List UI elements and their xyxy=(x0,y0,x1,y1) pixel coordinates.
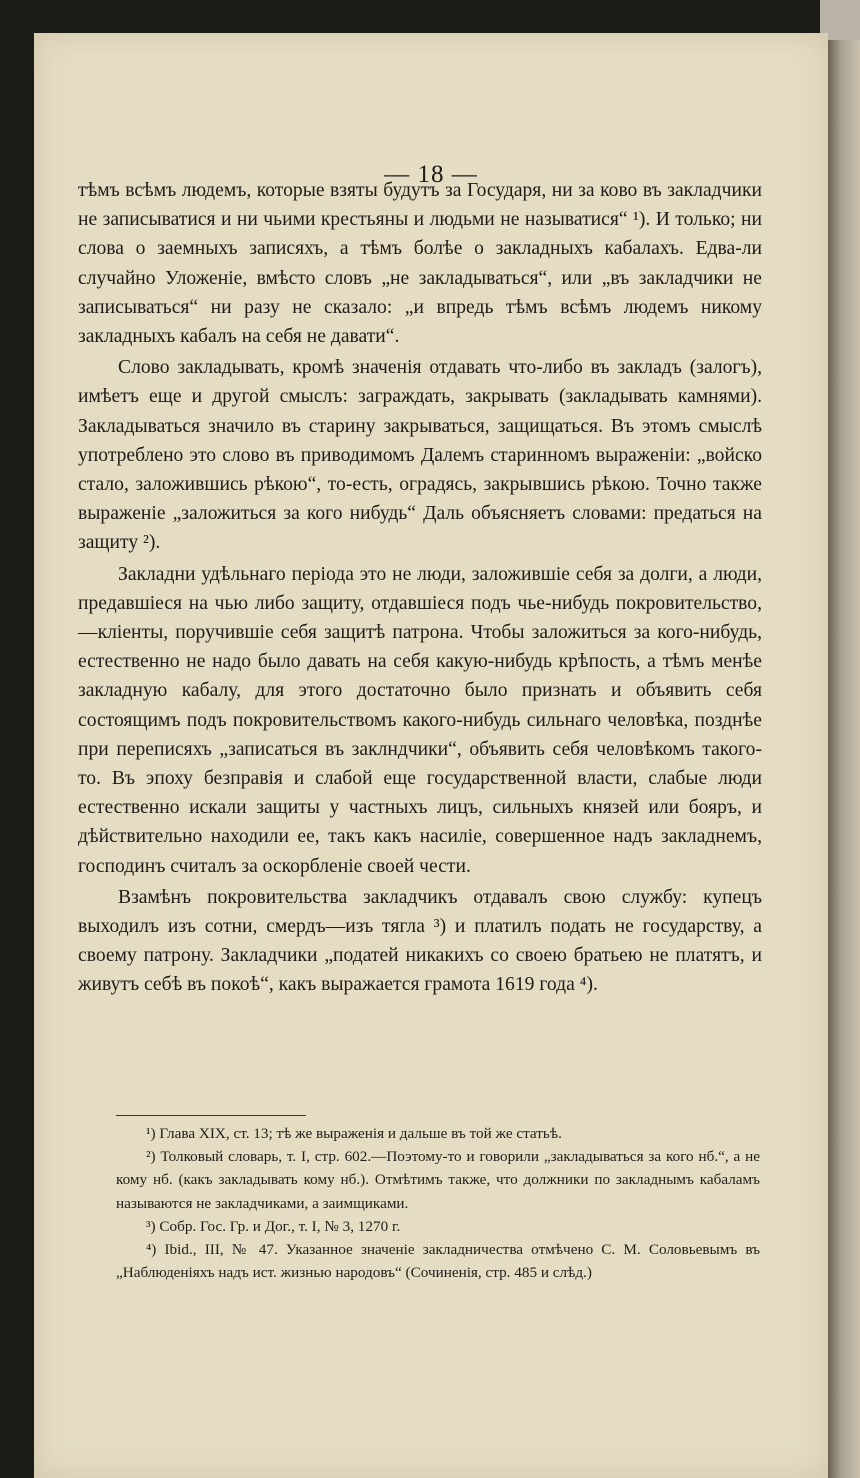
paragraph-2: Слово закладывать, кромѣ значенія отдавать что-либо въ закладъ (залогъ), имѣетъ еще и другой смыслъ: заграждать, закрывать (закладывать камнями). Закладываться значило въ старину закрываться, защищаться. Въ этомъ смыслѣ употреблено это слово въ приводимомъ Далемъ старинномъ выраженіи: „войско стало, заложившись рѣкою“, то-есть, оградясь, закрывшись рѣкою. Точно также выраженіе „заложиться за кого нибудь“ Даль объясняетъ словами: предаться на защиту ²). xyxy=(78,357,762,554)
footnote-3: ³) Собр. Гос. Гр. и Дог., т. I, № 3, 1270 г. xyxy=(146,1217,401,1235)
paragraph-3: Закладни удѣльнаго періода это не люди, заложившіе себя за долги, а люди, предавшіеся на чью либо защиту, отдавшіеся подъ чье-нибудь покровительство,—кліенты, поручившіе себя защитѣ патрона. Чтобы заложиться за кого-нибудь, естественно не надо было давать на себя какую-нибудь крѣпость, а тѣмъ менѣе закладную кабалу, для этого достаточно было признать и объявить себя состоящимъ подъ покровительствомъ какого-нибудь сильнаго человѣка, позднѣе при переписяхъ „записаться въ заклндчики“, объявить себя человѣкомъ такого-то. Въ эпоху безправія и слабой еще государственной власти, слабые люди естественно искали защиты у частныхъ лицъ, сильныхъ князей или бояръ, и дѣйствительно находили ее, такъ какъ насиліе, совершенное надъ закладнемъ, господинъ считалъ за оскорбленіе своей чести. xyxy=(78,563,762,877)
scan-edge xyxy=(828,40,860,1478)
paragraph-1: тѣмъ всѣмъ людемъ, которые взяты будутъ за Государя, ни за ково въ закладчики не записыватися и ни чьими крестьяны и людьми не называтися“ ¹). И только; ни слова о заемныхъ записяхъ, а тѣмъ болѣе о закладныхъ кабалахъ. Едва-ли случайно Уложеніе, вмѣсто словъ „не закладываться“, или „въ закладчики не записываться“ ни разу не сказало: „и впредь тѣмъ всѣмъ людемъ никому закладныхъ кабалъ на себя не давати“. xyxy=(78,180,762,348)
footnote-2: ²) Толковый словарь, т. I, стр. 602.—Поэтому-то и говорили „закладываться за кого нб.“, а не кому нб. (какъ закладывать кому нб.). Отмѣтимъ также, что должники по закладнымъ кабаламъ называются не закладчиками, а заимщиками. xyxy=(116,1148,760,1212)
footnote-1: ¹) Глава XIX, ст. 13; тѣ же выраженія и дальше въ той же статьѣ. xyxy=(146,1125,562,1142)
page-number: — 18 — xyxy=(384,161,478,188)
body-text xyxy=(78,176,762,1000)
footnote-rule xyxy=(116,1115,306,1116)
footnotes xyxy=(116,1122,760,1284)
footnote-4: ⁴) Ibid., III, № 47. Указанное значеніе закладничества отмѣчено С. М. Соловьевымъ въ „Наблюденіяхъ надъ ист. жизнью народовъ“ (Сочиненія, стр. 485 и слѣд.) xyxy=(116,1241,760,1282)
paragraph-4: Взамѣнъ покровительства закладчикъ отдавалъ свою службу: купецъ выходилъ изъ сотни, смердъ—изъ тягла ³) и платилъ подать не государству, а своему патрону. Закладчики „податей никакихъ со своею братьею не платятъ, и живутъ себѣ въ покоѣ“, какъ выражается грамота 1619 года ⁴). xyxy=(78,886,762,996)
